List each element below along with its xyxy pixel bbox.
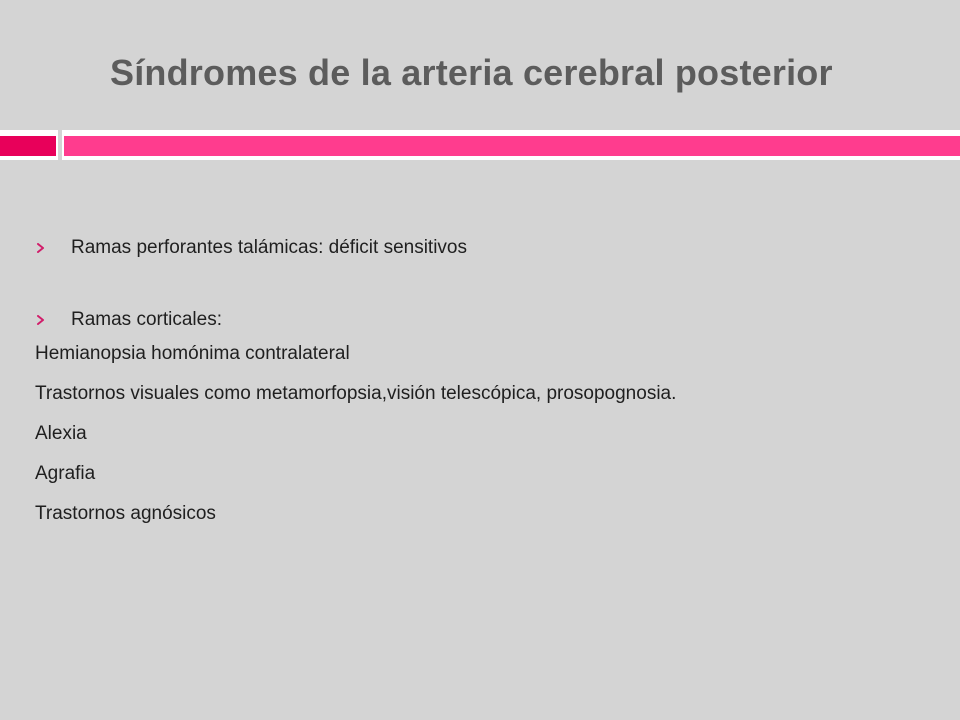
title-divider-left-accent — [0, 136, 56, 156]
chevron-right-icon — [35, 242, 47, 254]
slide-content — [35, 234, 935, 534]
detail-line: Trastornos agnósicos — [35, 502, 216, 524]
detail-line: Hemianopsia homónima contralateral — [35, 342, 350, 364]
bullet-item — [35, 306, 935, 334]
bullet-text: Ramas corticales: — [71, 308, 222, 330]
title-divider-right-accent — [64, 136, 960, 156]
detail-list — [35, 334, 935, 534]
detail-line: Alexia — [35, 422, 87, 444]
bullet-item — [35, 234, 935, 262]
detail-line: Trastornos visuales como metamorfopsia,visión telescópica, prosopognosia. — [35, 382, 677, 404]
chevron-right-icon — [35, 314, 47, 326]
bullet-text: Ramas perforantes talámicas: déficit sensitivos — [71, 236, 467, 258]
bullet-gap — [35, 262, 935, 306]
detail-line: Agrafia — [35, 462, 96, 484]
slide-title: Síndromes de la arteria cerebral posterior — [110, 52, 833, 93]
